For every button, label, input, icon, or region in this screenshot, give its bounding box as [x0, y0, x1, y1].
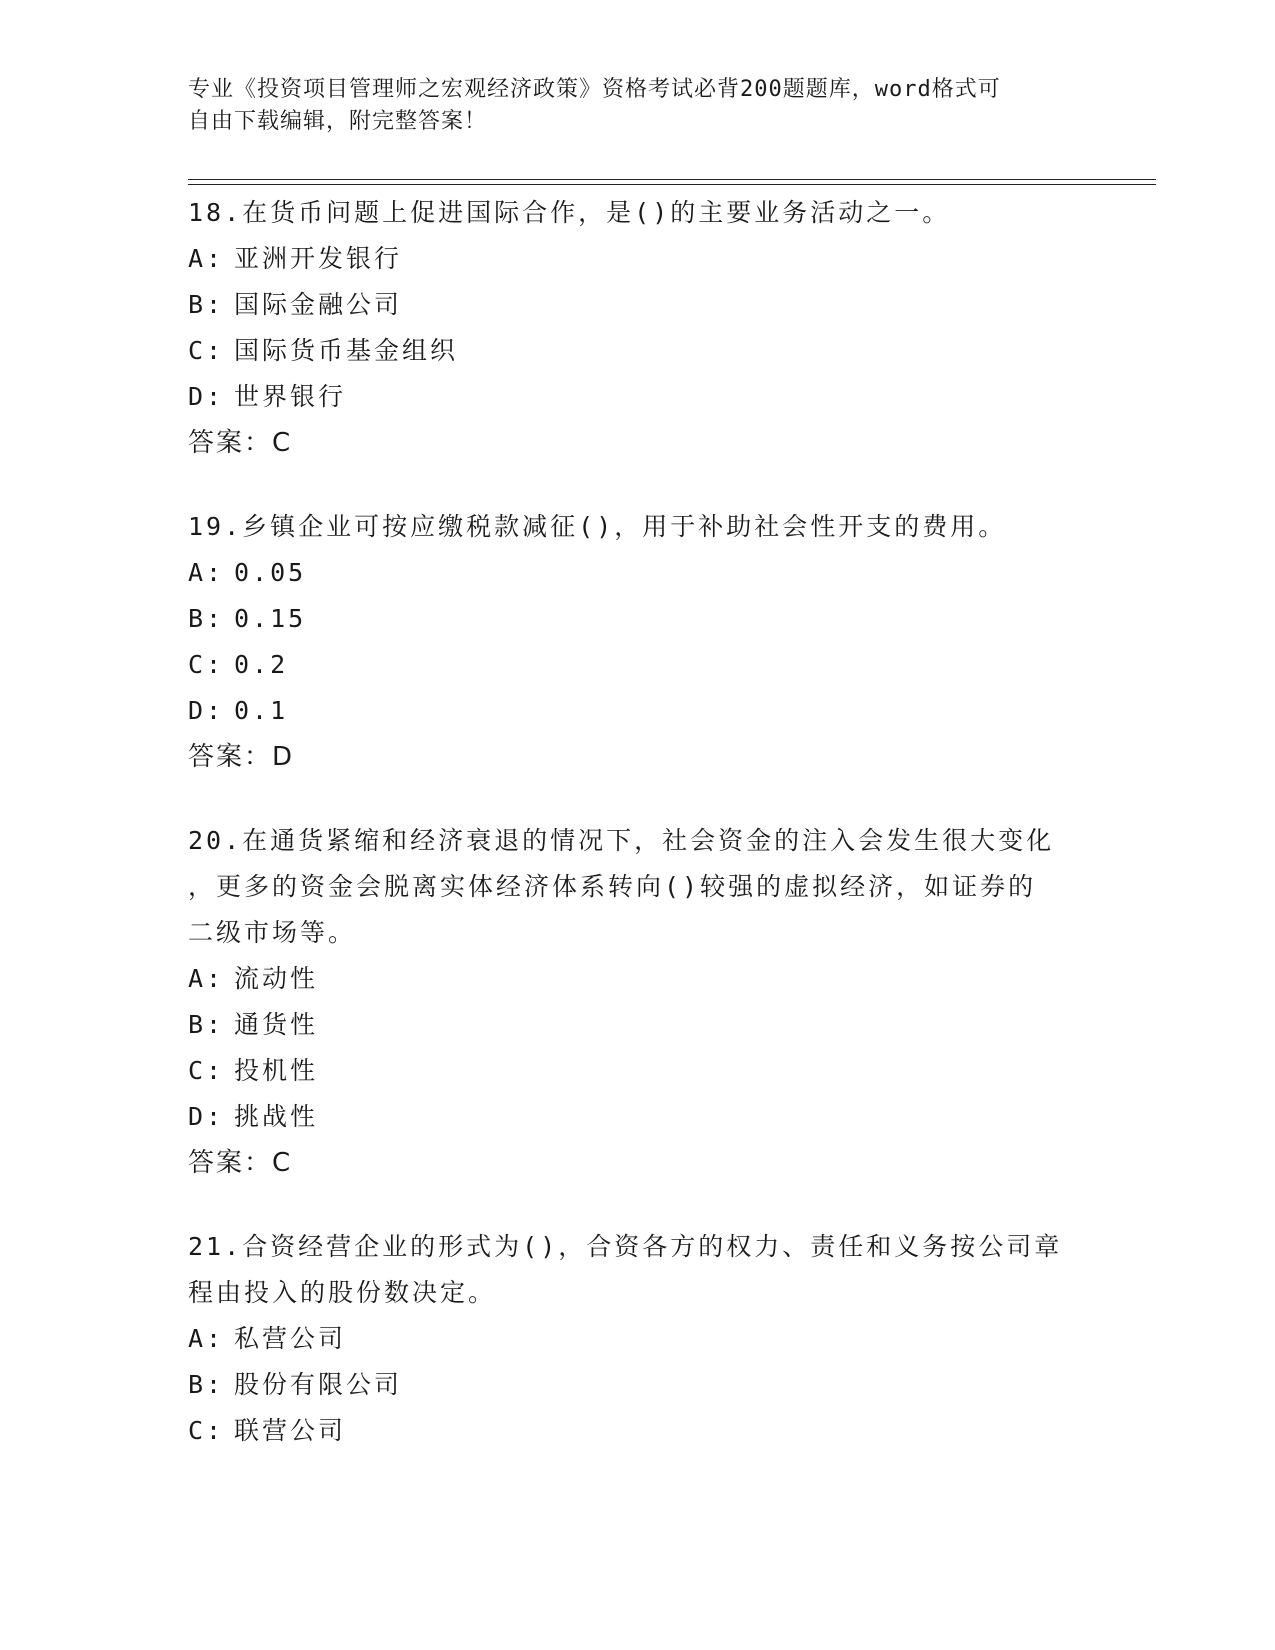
- option-letter: B:: [188, 604, 225, 633]
- header-line-1: 专业《投资项目管理师之宏观经济政策》资格考试必背200题题库，word格式可: [188, 77, 1001, 102]
- option-text: 挑战性: [234, 1102, 319, 1131]
- option-letter: D:: [188, 382, 225, 411]
- option-letter: C:: [188, 1056, 225, 1085]
- option-letter: A:: [188, 244, 225, 273]
- answer-option: [188, 688, 1088, 734]
- option-text: 国际金融公司: [234, 290, 403, 319]
- question-block: [188, 190, 1088, 466]
- option-text: 联营公司: [234, 1416, 347, 1445]
- answer-option: [188, 236, 1088, 282]
- answer-option: [188, 1316, 1088, 1362]
- option-text: 私营公司: [234, 1324, 347, 1353]
- option-letter: B:: [188, 1370, 225, 1399]
- answer-option: [188, 1094, 1088, 1140]
- option-text: 0.1: [234, 696, 289, 725]
- option-letter: D:: [188, 1102, 225, 1131]
- answer-option: [188, 956, 1088, 1002]
- option-text: 流动性: [234, 964, 319, 993]
- answer-option: [188, 642, 1088, 688]
- option-letter: A:: [188, 964, 225, 993]
- option-text: 0.15: [234, 604, 307, 633]
- option-text: 亚洲开发银行: [234, 244, 403, 273]
- header-divider-top: [188, 179, 1156, 180]
- option-letter: C:: [188, 650, 225, 679]
- document-header: [188, 74, 1068, 138]
- question-stem-line: 20.在通货紧缩和经济衰退的情况下，社会资金的注入会发生很大变化: [188, 826, 1055, 855]
- option-letter: A:: [188, 558, 225, 587]
- answer-option: [188, 596, 1088, 642]
- option-text: 国际货币基金组织: [234, 336, 459, 365]
- question-block: [188, 504, 1088, 780]
- answer-option: [188, 1362, 1088, 1408]
- answer-option: [188, 282, 1088, 328]
- answer-key: 答案：C: [188, 1148, 293, 1178]
- question-stem-line: ，更多的资金会脱离实体经济体系转向()较强的虚拟经济，如证券的: [188, 872, 1037, 901]
- option-text: 投机性: [234, 1056, 319, 1085]
- option-text: 0.05: [234, 558, 307, 587]
- answer-option: [188, 1408, 1088, 1454]
- question-list: [188, 190, 1088, 1492]
- answer-key: 答案：D: [188, 742, 295, 772]
- answer-option: [188, 374, 1088, 420]
- answer-option: [188, 1048, 1088, 1094]
- answer-option: [188, 328, 1088, 374]
- option-letter: C:: [188, 1416, 225, 1445]
- question-stem-line: 21.合资经营企业的形式为()，合资各方的权力、责任和义务按公司章: [188, 1232, 1063, 1261]
- option-text: 世界银行: [234, 382, 347, 411]
- option-letter: D:: [188, 696, 225, 725]
- question-stem-line: 19.乡镇企业可按应缴税款减征()，用于补助社会性开支的费用。: [188, 512, 1007, 541]
- question-stem-line: 二级市场等。: [188, 918, 357, 947]
- question-stem-line: 18.在货币问题上促进国际合作，是()的主要业务活动之一。: [188, 198, 951, 227]
- option-text: 通货性: [234, 1010, 319, 1039]
- option-text: 股份有限公司: [234, 1370, 403, 1399]
- option-letter: B:: [188, 1010, 225, 1039]
- question-stem-line: 程由投入的股份数决定。: [188, 1278, 497, 1307]
- header-divider-bottom: [188, 184, 1156, 185]
- answer-key: 答案：C: [188, 428, 293, 458]
- question-block: [188, 818, 1088, 1186]
- header-line-2: 自由下载编辑，附完整答案！: [188, 109, 488, 134]
- option-letter: C:: [188, 336, 225, 365]
- answer-option: [188, 1002, 1088, 1048]
- option-letter: A:: [188, 1324, 225, 1353]
- question-block: [188, 1224, 1088, 1454]
- answer-option: [188, 550, 1088, 596]
- option-text: 0.2: [234, 650, 289, 679]
- option-letter: B:: [188, 290, 225, 319]
